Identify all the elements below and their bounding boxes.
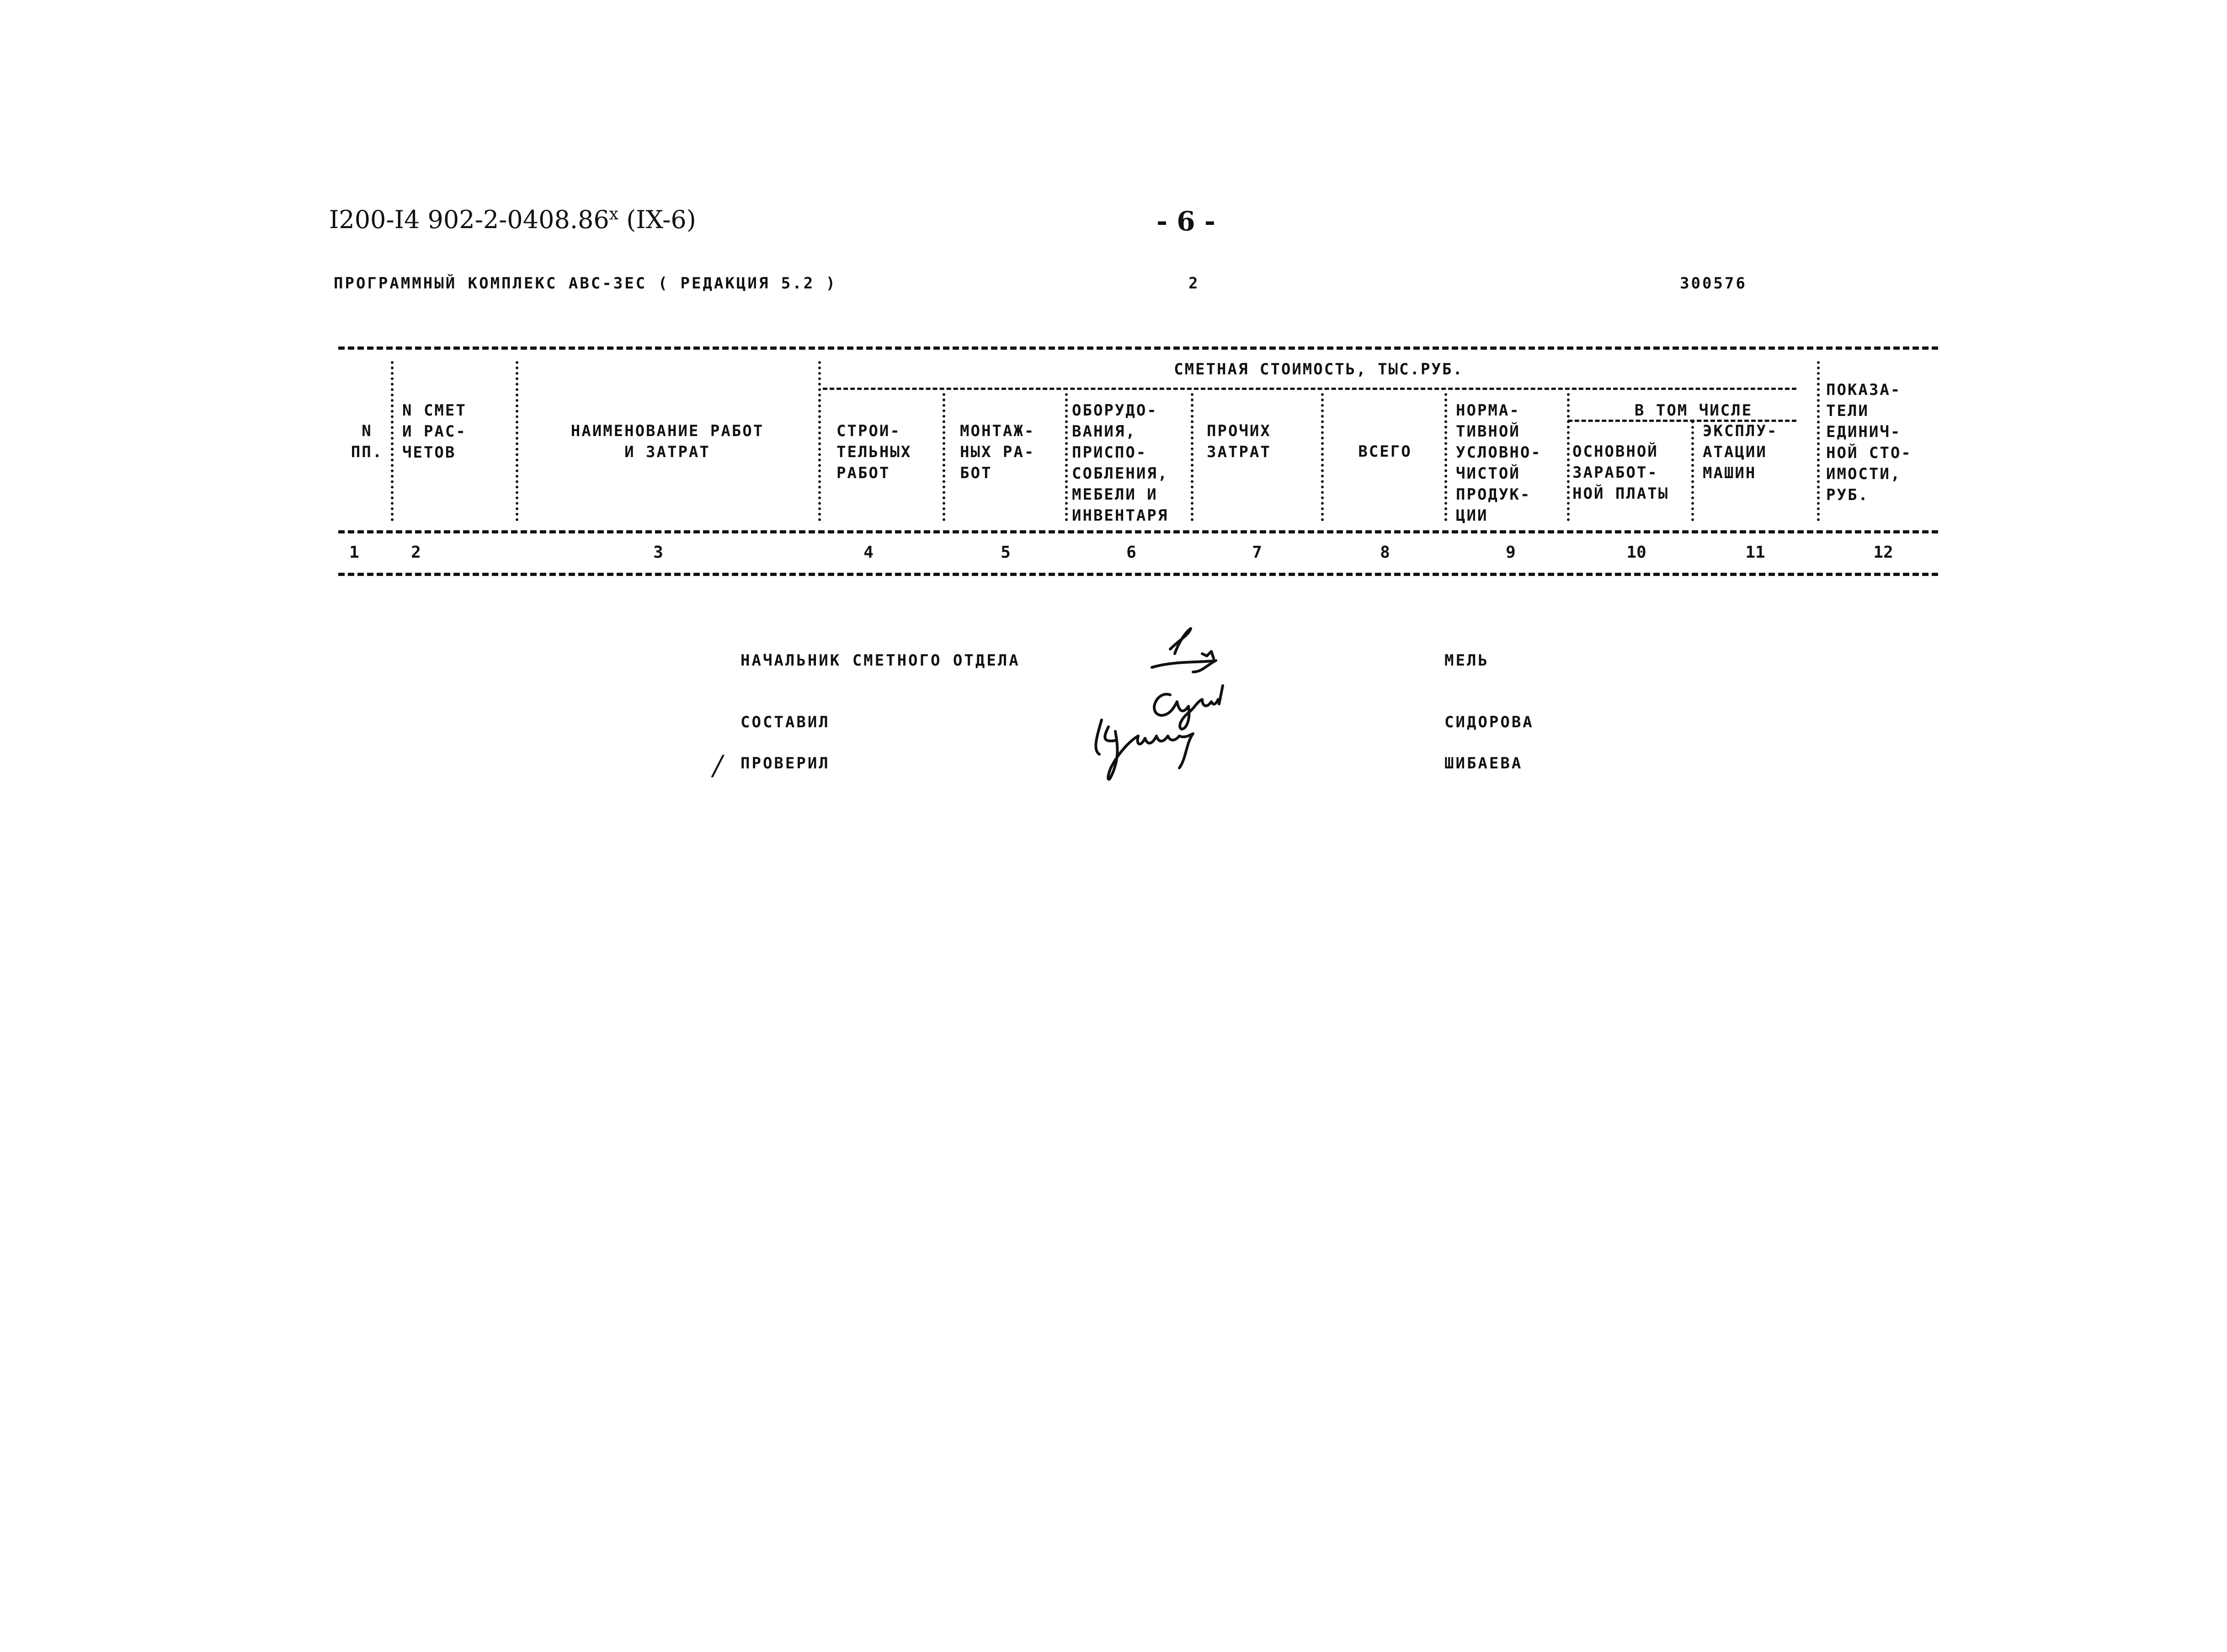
header-line: ПОКАЗА- [1826, 381, 1902, 399]
header-base-wages [1572, 441, 1691, 504]
col-sep [943, 393, 945, 521]
header-line: СТРОИ- [836, 422, 901, 440]
header-row-number [346, 421, 388, 463]
header-line: НОЙ СТО- [1826, 444, 1912, 462]
header-line: БОТ [960, 464, 992, 482]
header-line: НОЙ ПЛАТЫ [1572, 485, 1669, 503]
column-number: 11 [1745, 543, 1765, 562]
document-code-main: I200-I4 902-2-0408.86 [329, 205, 609, 234]
header-line: ПРОЧИХ [1207, 422, 1271, 440]
column-number: 8 [1380, 543, 1390, 562]
column-number: 7 [1252, 543, 1262, 562]
column-number: 1 [349, 543, 359, 562]
header-work-name [521, 421, 814, 463]
signoff-role-head: НАЧАЛЬНИК СМЕТНОГО ОТДЕЛА [741, 651, 1020, 670]
header-line: МЕБЕЛИ И [1072, 485, 1158, 504]
column-number: 2 [411, 543, 421, 562]
column-number: 5 [1001, 543, 1011, 562]
header-line: РАБОТ [836, 464, 890, 482]
header-line: УСЛОВНО- [1456, 443, 1542, 462]
header-line: АТАЦИИ [1703, 443, 1767, 461]
signature-head [1152, 629, 1216, 672]
header-line: N СМЕТ [402, 401, 467, 420]
header-line: ТЕЛИ [1826, 402, 1869, 420]
header-line: НАИМЕНОВАНИЕ РАБОТ [570, 422, 764, 440]
header-line: ОСНОВНОЙ [1572, 442, 1658, 461]
header-other-costs [1207, 421, 1316, 463]
header-line: И РАС- [402, 422, 467, 441]
header-line: ТЕЛЬНЫХ [836, 443, 912, 461]
header-line: ЭКСПЛУ- [1703, 422, 1778, 440]
header-including-group: В ТОМ ЧИСЛЕ [1634, 401, 1753, 420]
header-line: ПРОДУК- [1456, 485, 1531, 504]
col-sep [1444, 393, 1447, 521]
header-line: ЧИСТОЙ [1456, 464, 1520, 483]
column-number: 12 [1873, 543, 1893, 562]
table-top-rule [338, 346, 1938, 350]
signature-compiled [1154, 686, 1223, 729]
header-line: РУБ. [1826, 486, 1869, 504]
program-line: ПРОГРАММНЫЙ КОМПЛЕКС АВС-3ЕС ( РЕДАКЦИЯ 5.2 ) [334, 274, 837, 293]
column-number: 9 [1506, 543, 1516, 562]
document-number: 300576 [1680, 274, 1747, 293]
column-number: 10 [1626, 543, 1646, 562]
col-sep [1691, 421, 1694, 521]
header-line: ОБОРУДО- [1072, 401, 1158, 420]
col-sep [818, 361, 821, 521]
header-line: ЗАРАБОТ- [1572, 464, 1658, 482]
signoff-name-checked: ШИБАЕВА [1444, 754, 1523, 773]
header-estimate-number [402, 400, 512, 463]
header-cost-group: СМЕТНАЯ СТОИМОСТЬ, ТЫС.РУБ. [1174, 360, 1464, 378]
header-line: НЫХ РА- [960, 443, 1035, 461]
header-line: ЦИИ [1456, 506, 1488, 525]
header-total: ВСЕГО [1358, 442, 1412, 461]
col-sep [1191, 393, 1193, 521]
document-code-superscript: x [609, 205, 619, 224]
header-unit-cost-index [1826, 379, 1938, 506]
col-sep [516, 361, 518, 521]
column-number: 4 [863, 543, 874, 562]
signoff-role-checked: ПРОВЕРИЛ [741, 754, 830, 773]
document-code-suffix: (IX-6) [618, 205, 696, 234]
handwritten-mark: / [713, 750, 723, 782]
header-line: НОРМА- [1456, 401, 1520, 420]
header-line: МАШИН [1703, 464, 1757, 482]
table-bottom-rule [338, 573, 1938, 576]
header-line: ЕДИНИЧ- [1826, 423, 1902, 441]
header-line: ЧЕТОВ [402, 443, 456, 462]
header-line: ИНВЕНТАРЯ [1072, 506, 1169, 525]
header-machine-operation [1703, 421, 1815, 484]
signoff-role-compiled: СОСТАВИЛ [741, 713, 830, 731]
sheet-number: 2 [1188, 274, 1200, 293]
header-line: И ЗАТРАТ [624, 443, 710, 461]
signoff-name-compiled: СИДОРОВА [1444, 713, 1534, 731]
header-construction-works [836, 421, 942, 484]
header-line: ЗАТРАТ [1207, 443, 1271, 461]
header-line: ИМОСТИ, [1826, 465, 1902, 483]
header-line: СОБЛЕНИЯ, [1072, 464, 1169, 483]
page-number: - 6 - [1156, 206, 1215, 237]
header-line: ПП. [351, 443, 384, 461]
header-bottom-rule [338, 530, 1938, 533]
signoff-name-head: МЕЛЬ [1444, 651, 1489, 670]
signature-checked [1096, 720, 1193, 779]
header-installation-works [960, 421, 1065, 484]
header-equipment [1072, 400, 1191, 526]
column-number: 6 [1126, 543, 1136, 562]
header-normative-output [1456, 400, 1566, 526]
col-sep [1567, 393, 1570, 521]
header-line: N [362, 422, 373, 440]
col-sep [1065, 393, 1068, 521]
col-sep [1817, 361, 1820, 521]
col-sep [1321, 393, 1324, 521]
header-line: ТИВНОЙ [1456, 422, 1520, 441]
handwritten-signatures [1065, 622, 1312, 805]
document-code [329, 205, 696, 234]
header-line: ПРИСПО- [1072, 443, 1147, 462]
col-sep [391, 361, 394, 521]
cost-group-rule [823, 388, 1796, 390]
column-number: 3 [653, 543, 663, 562]
header-line: МОНТАЖ- [960, 422, 1035, 440]
header-line: ВАНИЯ, [1072, 422, 1136, 441]
